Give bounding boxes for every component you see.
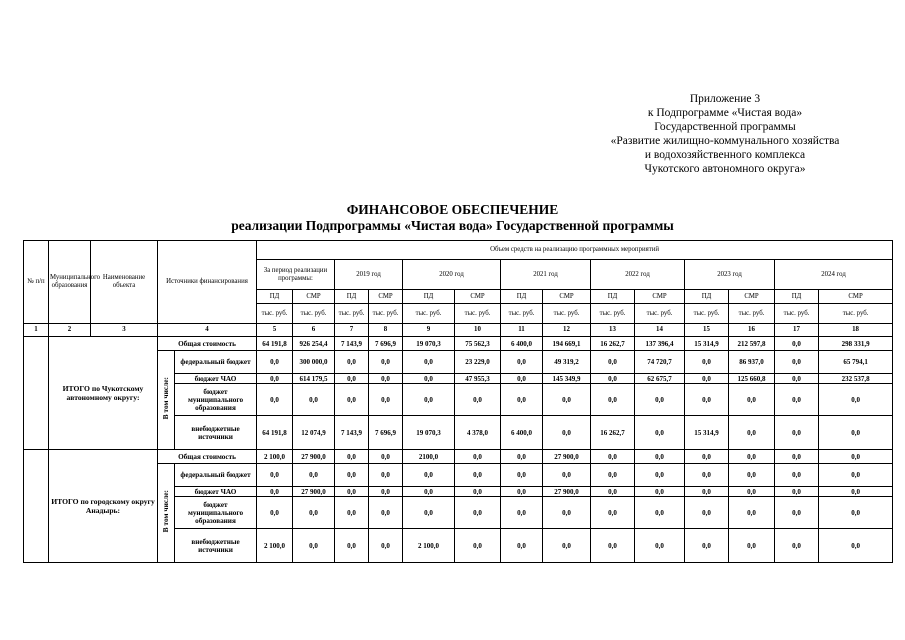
value-cell: 0,0 [501, 450, 543, 464]
value-cell: 0,0 [729, 416, 775, 450]
value-cell: 0,0 [403, 351, 455, 374]
value-cell: 0,0 [335, 450, 369, 464]
header-num: № п/п [24, 241, 49, 324]
value-cell: 0,0 [335, 497, 369, 529]
column-number: 3 [91, 324, 158, 337]
value-cell: 0,0 [775, 374, 819, 384]
value-cell: 298 331,9 [819, 337, 893, 351]
value-cell: 7 143,9 [335, 337, 369, 351]
value-cell: 7 143,9 [335, 416, 369, 450]
value-cell: 0,0 [369, 384, 403, 416]
value-cell: 0,0 [257, 487, 293, 497]
column-number: 18 [819, 324, 893, 337]
value-cell: 0,0 [403, 374, 455, 384]
value-cell: 0,0 [369, 450, 403, 464]
value-cell: 0,0 [775, 337, 819, 351]
value-cell: 0,0 [635, 384, 685, 416]
header-year: 2024 год [775, 260, 893, 290]
header-pd: ПД [403, 290, 455, 304]
header-unit: тыс. руб. [591, 304, 635, 324]
source-label: Общая стоимость [158, 337, 257, 351]
value-cell: 2 100,0 [403, 529, 455, 563]
value-cell: 64 191,8 [257, 416, 293, 450]
header-pd: ПД [257, 290, 293, 304]
value-cell: 0,0 [819, 529, 893, 563]
header-smr: СМР [729, 290, 775, 304]
value-cell: 0,0 [685, 450, 729, 464]
column-number: 8 [369, 324, 403, 337]
column-number: 6 [293, 324, 335, 337]
value-cell: 0,0 [729, 450, 775, 464]
value-cell: 0,0 [501, 351, 543, 374]
value-cell: 0,0 [455, 464, 501, 487]
column-number: 4 [158, 324, 257, 337]
header-year: 2023 год [685, 260, 775, 290]
value-cell: 0,0 [501, 529, 543, 563]
header-smr: СМР [635, 290, 685, 304]
value-cell: 0,0 [775, 416, 819, 450]
value-cell: 15 314,9 [685, 337, 729, 351]
value-cell: 0,0 [501, 464, 543, 487]
value-cell: 212 597,8 [729, 337, 775, 351]
value-cell: 4 378,0 [455, 416, 501, 450]
cell-num [24, 450, 49, 563]
source-label: бюджет ЧАО [175, 487, 257, 497]
value-cell: 0,0 [403, 487, 455, 497]
value-cell: 0,0 [591, 487, 635, 497]
value-cell: 0,0 [293, 464, 335, 487]
header-smr: СМР [543, 290, 591, 304]
column-number: 16 [729, 324, 775, 337]
value-cell: 0,0 [403, 464, 455, 487]
value-cell: 0,0 [293, 529, 335, 563]
value-cell: 0,0 [501, 487, 543, 497]
value-cell: 19 070,3 [403, 416, 455, 450]
value-cell: 0,0 [543, 384, 591, 416]
value-cell: 75 562,3 [455, 337, 501, 351]
value-cell: 27 900,0 [543, 450, 591, 464]
header-smr: СМР [455, 290, 501, 304]
value-cell: 926 254,4 [293, 337, 335, 351]
value-cell: 0,0 [591, 450, 635, 464]
value-cell: 0,0 [775, 487, 819, 497]
column-number: 9 [403, 324, 455, 337]
column-number: 13 [591, 324, 635, 337]
header-smr: СМР [369, 290, 403, 304]
group-label: ИТОГО по Чукотскому автономному округу: [49, 337, 158, 450]
value-cell: 0,0 [403, 497, 455, 529]
column-number: 17 [775, 324, 819, 337]
value-cell: 0,0 [819, 450, 893, 464]
value-cell: 16 262,7 [591, 416, 635, 450]
header-sources: Источники финансирования [158, 241, 257, 324]
value-cell: 0,0 [775, 450, 819, 464]
value-cell: 0,0 [819, 487, 893, 497]
value-cell: 0,0 [729, 529, 775, 563]
value-cell: 0,0 [257, 351, 293, 374]
header-unit: тыс. руб. [543, 304, 591, 324]
value-cell: 0,0 [775, 351, 819, 374]
value-cell: 64 191,8 [257, 337, 293, 351]
value-cell: 0,0 [819, 384, 893, 416]
value-cell: 27 900,0 [293, 487, 335, 497]
value-cell: 0,0 [257, 374, 293, 384]
in-total-label [158, 464, 175, 563]
value-cell: 232 537,8 [819, 374, 893, 384]
value-cell: 0,0 [819, 497, 893, 529]
value-cell: 0,0 [369, 374, 403, 384]
value-cell: 0,0 [635, 497, 685, 529]
value-cell: 0,0 [455, 497, 501, 529]
header-pd: ПД [775, 290, 819, 304]
financing-table [23, 240, 893, 563]
header-pd: ПД [685, 290, 729, 304]
source-label: Общая стоимость [158, 450, 257, 464]
header-unit: тыс. руб. [635, 304, 685, 324]
column-number: 11 [501, 324, 543, 337]
column-number: 14 [635, 324, 685, 337]
value-cell: 0,0 [257, 384, 293, 416]
value-cell: 0,0 [729, 384, 775, 416]
header-smr: СМР [293, 290, 335, 304]
value-cell: 0,0 [635, 487, 685, 497]
value-cell: 0,0 [685, 487, 729, 497]
value-cell: 6 400,0 [501, 337, 543, 351]
in-total-label [158, 351, 175, 450]
header-pd: ПД [335, 290, 369, 304]
value-cell: 23 229,0 [455, 351, 501, 374]
value-cell: 0,0 [775, 464, 819, 487]
column-number: 10 [455, 324, 501, 337]
value-cell: 0,0 [591, 374, 635, 384]
value-cell: 0,0 [335, 374, 369, 384]
value-cell: 47 955,3 [455, 374, 501, 384]
value-cell: 194 669,1 [543, 337, 591, 351]
appendix-line: Чукотского автономного округа» [644, 163, 806, 175]
header-unit: тыс. руб. [293, 304, 335, 324]
value-cell: 0,0 [591, 464, 635, 487]
value-cell: 0,0 [335, 464, 369, 487]
value-cell: 0,0 [819, 464, 893, 487]
header-smr: СМР [819, 290, 893, 304]
value-cell: 0,0 [591, 497, 635, 529]
header-unit: тыс. руб. [501, 304, 543, 324]
value-cell: 2 100,0 [257, 450, 293, 464]
value-cell: 0,0 [543, 529, 591, 563]
value-cell: 86 937,0 [729, 351, 775, 374]
value-cell: 0,0 [591, 529, 635, 563]
value-cell: 0,0 [635, 450, 685, 464]
value-cell: 0,0 [775, 384, 819, 416]
value-cell: 0,0 [335, 384, 369, 416]
value-cell: 0,0 [729, 487, 775, 497]
column-number: 15 [685, 324, 729, 337]
value-cell: 0,0 [455, 450, 501, 464]
header-volume: Объем средств на реализацию программных мероприятий [257, 241, 893, 260]
header-unit: тыс. руб. [369, 304, 403, 324]
value-cell: 27 900,0 [293, 450, 335, 464]
header-unit: тыс. руб. [335, 304, 369, 324]
value-cell: 2 100,0 [257, 529, 293, 563]
column-number: 1 [24, 324, 49, 337]
appendix-line: Государственной программы [654, 121, 796, 133]
header-year: 2019 год [335, 260, 403, 290]
source-label: бюджет ЧАО [175, 374, 257, 384]
source-label: внебюджетные источники [175, 529, 257, 563]
value-cell: 0,0 [685, 351, 729, 374]
value-cell: 0,0 [455, 384, 501, 416]
table-row [24, 450, 893, 464]
value-cell: 0,0 [369, 487, 403, 497]
value-cell: 0,0 [455, 487, 501, 497]
document-title: ФИНАНСОВОЕ ОБЕСПЕЧЕНИЕ [346, 202, 559, 217]
group-label: ИТОГО по городскому округу Анадырь: [49, 450, 158, 563]
value-cell: 0,0 [685, 464, 729, 487]
header-year: 2020 год [403, 260, 501, 290]
header-period: За период реализации программы: [257, 260, 335, 290]
value-cell: 62 675,7 [635, 374, 685, 384]
header-year: 2021 год [501, 260, 591, 290]
document-subtitle: реализации Подпрограммы «Чистая вода» Государственной программы [231, 218, 674, 233]
header-year: 2022 год [591, 260, 685, 290]
value-cell: 19 070,3 [403, 337, 455, 351]
value-cell: 0,0 [501, 497, 543, 529]
value-cell: 0,0 [591, 351, 635, 374]
value-cell: 2100,0 [403, 450, 455, 464]
value-cell: 0,0 [369, 497, 403, 529]
value-cell: 0,0 [543, 497, 591, 529]
appendix-line: «Развитие жилищно-коммунального хозяйства [610, 135, 840, 147]
value-cell: 0,0 [635, 464, 685, 487]
value-cell: 0,0 [257, 497, 293, 529]
source-label: бюджет муниципального образования [175, 497, 257, 529]
header-pd: ПД [591, 290, 635, 304]
cell-num [24, 337, 49, 450]
value-cell: 0,0 [775, 497, 819, 529]
header-unit: тыс. руб. [729, 304, 775, 324]
source-label: внебюджетные источники [175, 416, 257, 450]
value-cell: 7 696,9 [369, 337, 403, 351]
value-cell: 0,0 [635, 529, 685, 563]
appendix-block [560, 92, 890, 176]
value-cell: 0,0 [335, 351, 369, 374]
value-cell: 300 000,0 [293, 351, 335, 374]
in-total-text: В том числе: [161, 490, 170, 533]
value-cell: 6 400,0 [501, 416, 543, 450]
column-number: 7 [335, 324, 369, 337]
value-cell: 0,0 [369, 351, 403, 374]
column-number: 5 [257, 324, 293, 337]
table-row [24, 337, 893, 351]
value-cell: 137 396,4 [635, 337, 685, 351]
column-number: 12 [543, 324, 591, 337]
header-unit: тыс. руб. [685, 304, 729, 324]
value-cell: 0,0 [501, 374, 543, 384]
value-cell: 0,0 [257, 464, 293, 487]
value-cell: 614 179,5 [293, 374, 335, 384]
value-cell: 0,0 [635, 416, 685, 450]
value-cell: 27 900,0 [543, 487, 591, 497]
value-cell: 65 794,1 [819, 351, 893, 374]
value-cell: 0,0 [335, 487, 369, 497]
value-cell: 0,0 [403, 384, 455, 416]
value-cell: 12 074,9 [293, 416, 335, 450]
value-cell: 0,0 [369, 464, 403, 487]
value-cell: 7 696,9 [369, 416, 403, 450]
in-total-text: В том числе: [161, 377, 170, 420]
value-cell: 49 319,2 [543, 351, 591, 374]
appendix-line: и водохозяйственного комплекса [644, 149, 806, 161]
header-unit: тыс. руб. [257, 304, 293, 324]
value-cell: 0,0 [591, 384, 635, 416]
value-cell: 0,0 [293, 384, 335, 416]
value-cell: 0,0 [293, 497, 335, 529]
value-cell: 0,0 [729, 464, 775, 487]
header-unit: тыс. руб. [775, 304, 819, 324]
value-cell: 15 314,9 [685, 416, 729, 450]
value-cell: 74 720,7 [635, 351, 685, 374]
value-cell: 0,0 [501, 384, 543, 416]
value-cell: 0,0 [685, 384, 729, 416]
value-cell: 0,0 [685, 374, 729, 384]
value-cell: 0,0 [685, 529, 729, 563]
source-label: федеральный бюджет [175, 464, 257, 487]
source-label: федеральный бюджет [175, 351, 257, 374]
value-cell: 0,0 [335, 529, 369, 563]
value-cell: 0,0 [729, 497, 775, 529]
value-cell: 0,0 [455, 529, 501, 563]
value-cell: 16 262,7 [591, 337, 635, 351]
appendix-line: Приложение 3 [689, 93, 761, 105]
value-cell: 0,0 [543, 464, 591, 487]
header-pd: ПД [501, 290, 543, 304]
value-cell: 0,0 [369, 529, 403, 563]
value-cell: 0,0 [819, 416, 893, 450]
header-unit: тыс. руб. [455, 304, 501, 324]
appendix-line: к Подпрограмме «Чистая вода» [647, 107, 803, 119]
column-number: 2 [49, 324, 91, 337]
value-cell: 0,0 [775, 529, 819, 563]
value-cell: 125 660,8 [729, 374, 775, 384]
header-unit: тыс. руб. [403, 304, 455, 324]
header-municipality: Муниципального образования [49, 241, 91, 324]
header-object: Наименование объекта [91, 241, 158, 324]
source-label: бюджет муниципального образования [175, 384, 257, 416]
value-cell: 0,0 [685, 497, 729, 529]
header-unit: тыс. руб. [819, 304, 893, 324]
value-cell: 0,0 [543, 416, 591, 450]
value-cell: 145 349,9 [543, 374, 591, 384]
